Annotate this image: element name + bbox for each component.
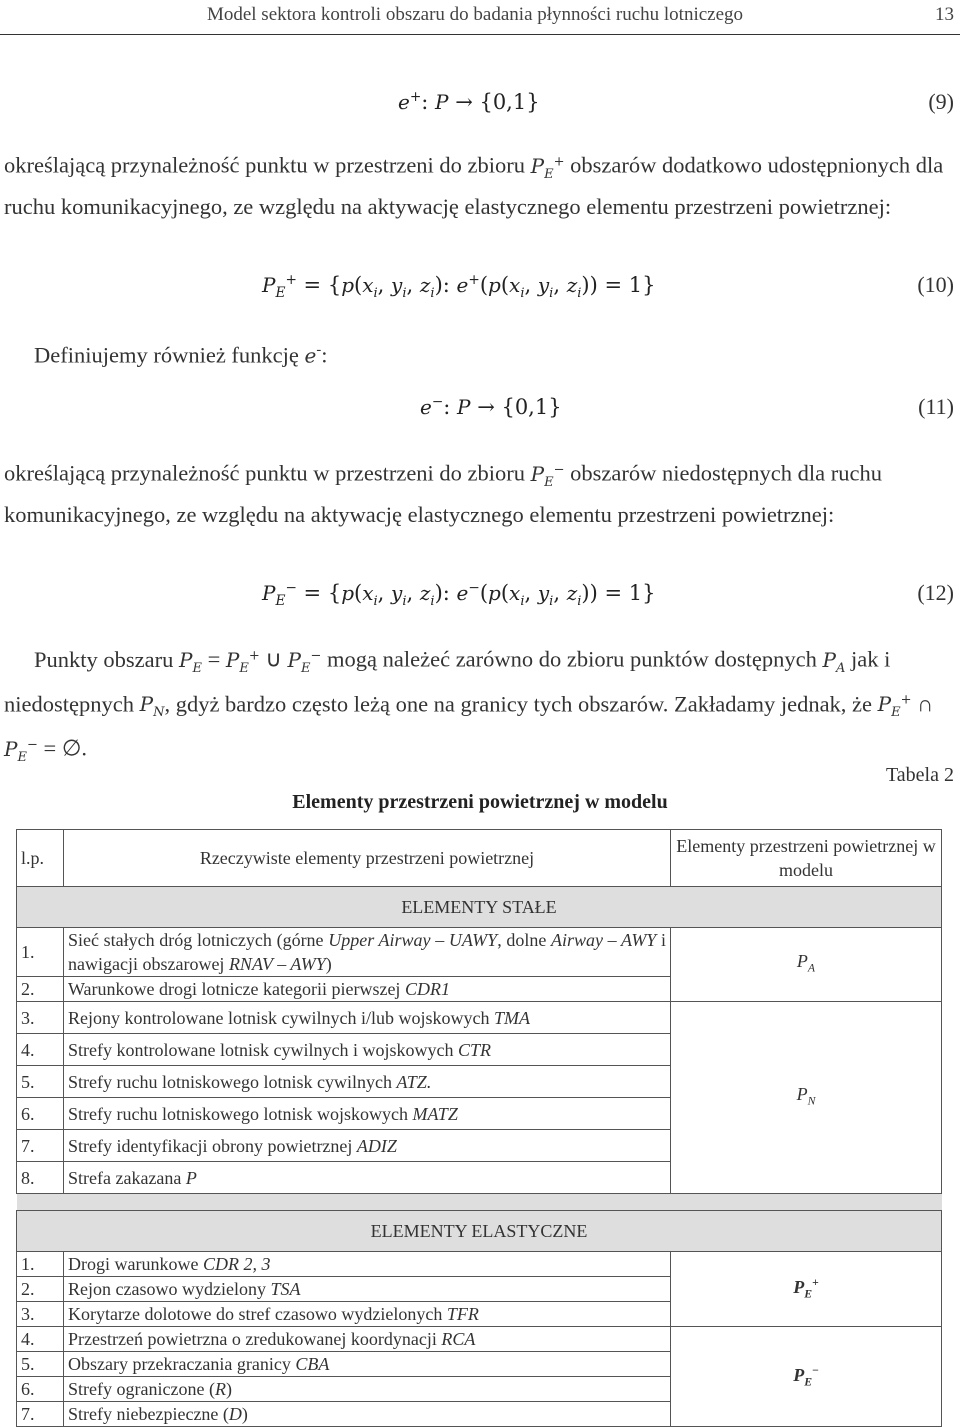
equation-11: e−: P → {0,1} [420, 394, 562, 419]
header-lp: l.p. [17, 830, 64, 887]
row-text: Korytarze dolotowe do stref czasowo wydzielonych TFR [64, 1302, 671, 1327]
row-text: Strefy ruchu lotniskowego lotnisk cywilnych ATZ. [64, 1066, 671, 1098]
table-row [17, 1327, 942, 1352]
row-text: Strefa zakazana P [64, 1162, 671, 1194]
model-label-pn: $P_N$ [671, 1002, 942, 1194]
row-text: Sieć stałych dróg lotniczych (górne Upper Airway – UAWY, dolne Airway – AWY i nawigacji obszarowej RNAV – AWY) [64, 928, 671, 977]
row-text: Strefy ruchu lotniskowego lotnisk wojskowych MATZ [64, 1098, 671, 1130]
row-text: Obszary przekraczania granicy CBA [64, 1352, 671, 1377]
table-row [17, 1002, 942, 1034]
row-number: 4. [17, 1327, 64, 1352]
header-real-elements: Rzeczywiste elementy przestrzeni powietrznej [64, 830, 671, 887]
row-number: 6. [17, 1098, 64, 1130]
model-label-pe-plus: $P_E^+$ [671, 1252, 942, 1327]
row-number: 1. [17, 1252, 64, 1277]
row-number: 1. [17, 928, 64, 977]
elements-table [16, 829, 942, 1427]
row-text: Rejon czasowo wydzielony TSA [64, 1277, 671, 1302]
model-label-pa: $P_A$ [671, 928, 942, 1002]
row-text: Warunkowe drogi lotnicze kategorii pierwszej CDR1 [64, 977, 671, 1002]
section-elastic-row [17, 1211, 942, 1252]
row-text: Drogi warunkowe CDR 2, 3 [64, 1252, 671, 1277]
section-fixed-row [17, 887, 942, 928]
row-number: 3. [17, 1302, 64, 1327]
equation-10: $P_E^+ = \{p(x_i$, $y_i$, $z_i$): $e^+(p(x_i$, $y_i$, $z_i)) = 1$} [262, 272, 656, 302]
table-row [17, 928, 942, 977]
section-fixed-label: ELEMENTY STAŁE [17, 887, 942, 928]
equation-9: e+: P → {0,1} [398, 89, 540, 114]
row-number: 4. [17, 1034, 64, 1066]
table-header-row [17, 830, 942, 887]
row-number: 7. [17, 1130, 64, 1162]
equation-12: $P_E^- = \{p(x_i$, $y_i$, $z_i$): $e^-(p(x_i$, $y_i$, $z_i)) = 1$} [262, 580, 656, 610]
row-text: Strefy niebezpieczne (D) [64, 1402, 671, 1427]
paragraph-4: Punkty obszaru $P_E = P_E^+$ ∪ $P_E^-$ mogą należeć zarówno do zbioru punktów dostępnych $P_A$ jak i niedostępnych $P_N$, gdyż bardzo często leżą one na granicy tych obszarów. Zakładamy jednak, że $P_E^+$ ∩ $P_E^-$ = ∅. [4, 646, 934, 765]
row-number: 5. [17, 1352, 64, 1377]
row-number: 7. [17, 1402, 64, 1427]
equation-number-11: (11) [918, 394, 954, 419]
paragraph-2: Definiujemy również funkcję e-: [34, 342, 328, 368]
page-header [0, 0, 960, 35]
row-number: 5. [17, 1066, 64, 1098]
paragraph-1: określającą przynależność punktu w przestrzeni do zbioru $P_E^+$ obszarów dodatkowo udostępnionych dla ruchu komunikacyjnego, ze względu na aktywację elastycznego elementu przestrzeni powietrznej: [4, 152, 944, 219]
row-number: 2. [17, 977, 64, 1002]
running-title: Model sektora kontroli obszaru do badania płynności ruchu lotniczego [206, 4, 744, 25]
equation-number-10: (10) [917, 272, 954, 297]
table-caption: Tabela 2 [885, 764, 954, 786]
row-text: Strefy identyfikacji obrony powietrznej ADIZ [64, 1130, 671, 1162]
table-gap [17, 1194, 942, 1211]
row-text: Rejony kontrolowane lotnisk cywilnych i/lub wojskowych TMA [64, 1002, 671, 1034]
row-number: 3. [17, 1002, 64, 1034]
page-number: 13 [935, 4, 954, 25]
model-label-pe-minus: $P_E^-$ [671, 1327, 942, 1427]
row-text: Przestrzeń powietrzna o zredukowanej koordynacji RCA [64, 1327, 671, 1352]
paragraph-3: określającą przynależność punktu w przestrzeni do zbioru $P_E^-$ obszarów niedostępnych dla ruchu komunikacyjnego, ze względu na aktywację elastycznego elementu przestrzeni powietrznej: [4, 460, 882, 527]
row-number: 2. [17, 1277, 64, 1302]
table-row [17, 1252, 942, 1277]
row-text: Strefy ograniczone (R) [64, 1377, 671, 1402]
header-model-elements: Elementy przestrzeni powietrznej w modelu [671, 830, 942, 887]
section-elastic-label: ELEMENTY ELASTYCZNE [17, 1211, 942, 1252]
table-title: Elementy przestrzeni powietrznej w modelu [292, 791, 668, 813]
row-number: 8. [17, 1162, 64, 1194]
row-text: Strefy kontrolowane lotnisk cywilnych i wojskowych CTR [64, 1034, 671, 1066]
equation-number-9: (9) [928, 89, 954, 114]
equation-number-12: (12) [917, 580, 954, 605]
row-number: 6. [17, 1377, 64, 1402]
